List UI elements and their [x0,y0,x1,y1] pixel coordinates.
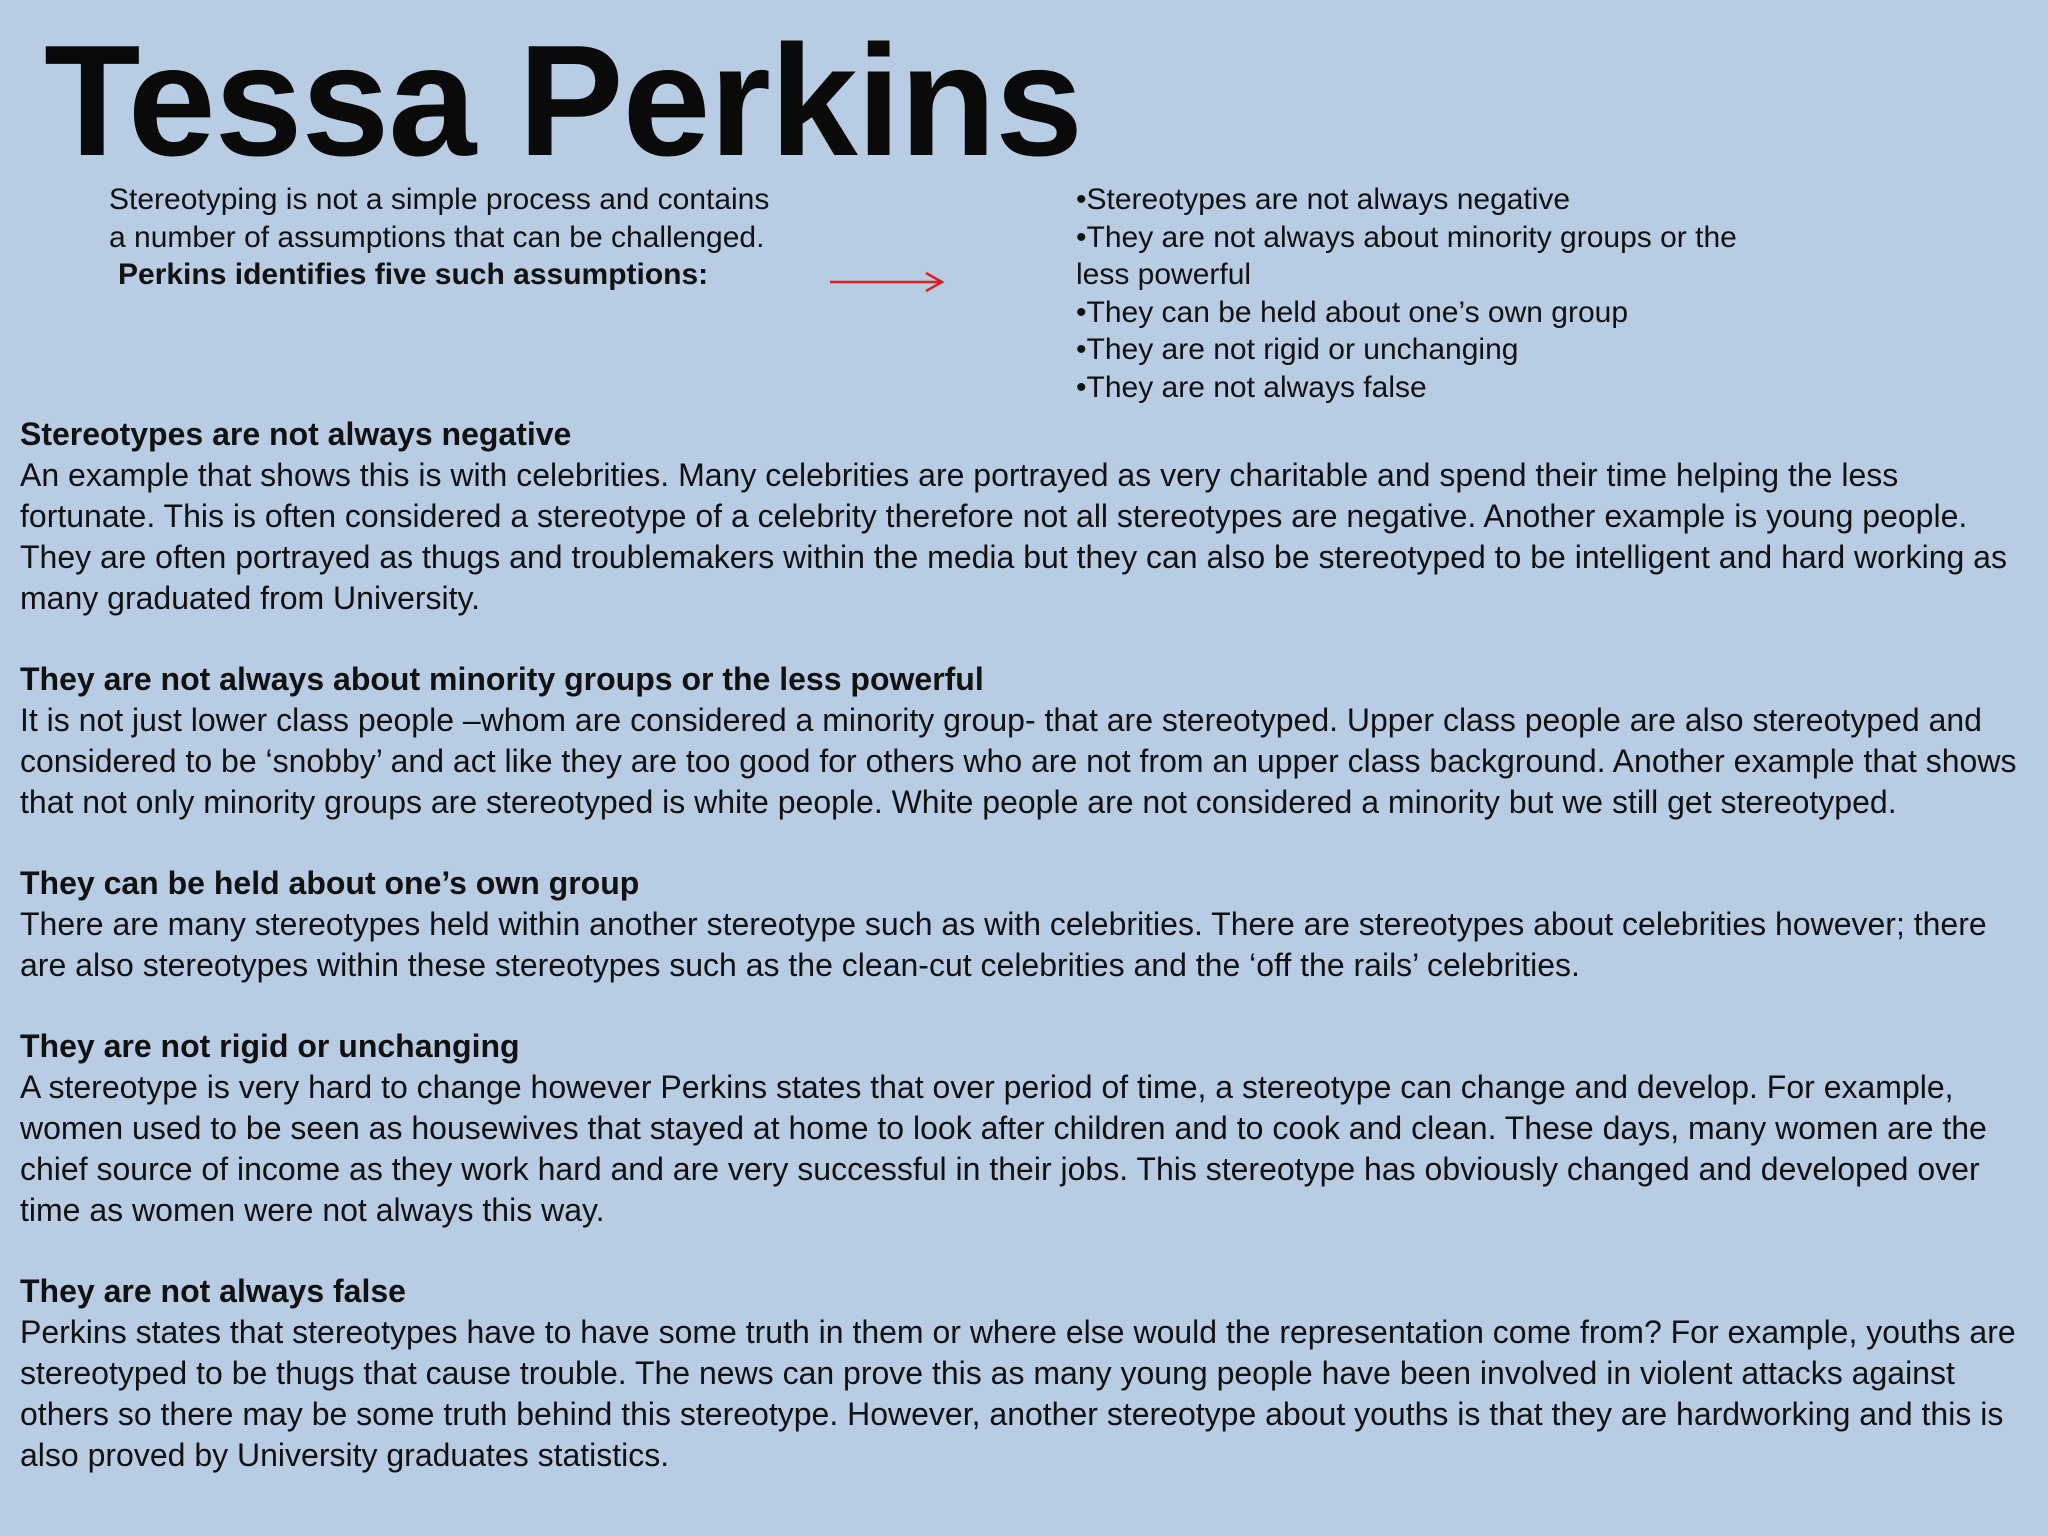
section-not-always-false [20,1271,2040,1476]
section-heading: Stereotypes are not always negative [20,416,572,452]
section-heading: They are not always about minority groups or the less powerful [20,661,984,697]
section-not-always-minority [20,659,2040,823]
section-heading: They are not rigid or unchanging [20,1028,520,1064]
section-body: A stereotype is very hard to change however Perkins states that over period of time, a stereotype can change and develop. For example, women used to be seen as housewives that stayed at home to look after children and to cook and clean. These days, many women are the chief source of income as they work hard and are very successful in their jobs. This stereotype has obviously changed and developed over time as women were not always this way. [20,1069,1987,1228]
section-body: There are many stereotypes held within another stereotype such as with celebrities. There are stereotypes about celebrities however; there are also stereotypes within these stereotypes such as the clean-cut celebrities and the ‘off the rails’ celebrities. [20,906,1987,983]
assumption-list [1076,181,1796,406]
intro-emphasis: Perkins identifies five such assumptions: [118,258,709,291]
right-arrow-icon [828,270,948,294]
section-body: An example that shows this is with celebrities. Many celebrities are portrayed as very charitable and spend their time helping the less fortunate. This is often considered a stereotype of a celebrity therefore not all stereotypes are negative. Another example is young people. They are often portrayed as thugs and troublemakers within the media but they can also be stereotyped to be intelligent and hard working as many graduated from University. [20,457,2007,616]
page-title: Tessa Perkins [44,13,1083,189]
section-body: It is not just lower class people –whom are considered a minority group- that are stereotyped. Upper class people are also stereotyped and considered to be ‘snobby’ and act like they are too good for others who are not from an upper class background. Another example that shows that not only minority groups are stereotyped is white people. White people are not considered a minority but we still get stereotyped. [20,702,2017,820]
section-not-always-negative [20,414,2040,619]
assumption-item: •They can be held about one’s own group [1076,295,1629,329]
section-heading: They are not always false [20,1273,406,1309]
sections [20,414,2040,1516]
section-not-rigid [20,1026,2040,1231]
intro-block [109,181,789,294]
section-own-group [20,863,2040,986]
assumption-item: •They are not always false [1076,370,1427,404]
section-body: Perkins states that stereotypes have to have some truth in them or where else would the representation come from? For example, youths are stereotyped to be thugs that cause trouble. The news can prove this as many young people have been involved in violent attacks against others so there may be some truth behind this stereotype. However, another stereotype about youths is that they are hardworking and this is also proved by University graduates statistics. [20,1314,2016,1473]
section-heading: They can be held about one’s own group [20,865,640,901]
assumption-item: •Stereotypes are not always negative [1076,183,1571,216]
assumption-item: •They are not always about minority groups or the less powerful [1076,220,1737,291]
assumption-item: •They are not rigid or unchanging [1076,333,1519,366]
intro-text: Stereotyping is not a simple process and contains a number of assumptions that can be challenged. [109,183,770,254]
